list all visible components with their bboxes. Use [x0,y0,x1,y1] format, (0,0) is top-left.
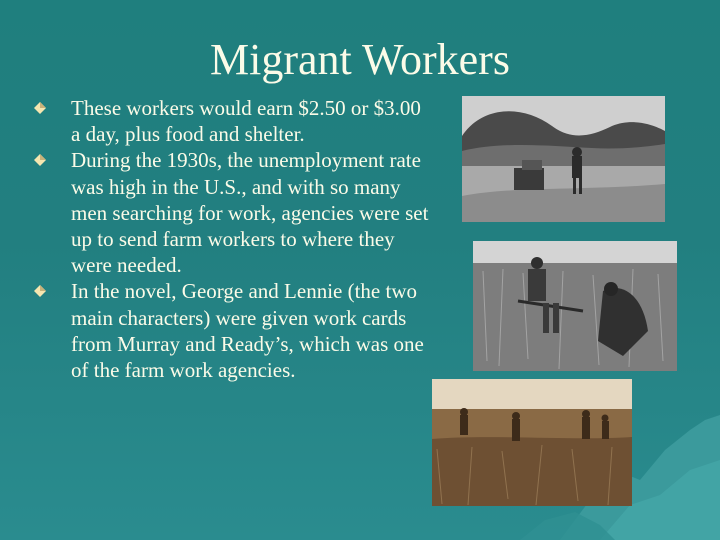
bullet-item [34,278,434,383]
bullet-text: During the 1930s, the unemployment rate was high in the U.S., and with so many men searching for work, agencies were set up to send farm workers to where they were needed. [71,148,429,278]
bullet-text: These workers would earn $2.50 or $3.00 a day, plus food and shelter. [71,96,421,147]
bullet-item [34,95,434,147]
bullet-item [34,147,434,278]
diamond-bullet-icon [34,154,46,166]
migrant-field-photo-2 [473,241,677,371]
bullet-list [34,95,434,383]
slide-title: Migrant Workers [210,35,510,84]
diamond-bullet-icon [34,102,46,114]
bullet-text: In the novel, George and Lennie (the two main characters) were given work cards from Murray and Ready’s, which was one of the farm work agencies. [71,279,424,383]
diamond-bullet-icon [34,285,46,297]
migrant-field-photo-3 [432,379,632,506]
migrant-field-photo-1 [462,96,665,222]
